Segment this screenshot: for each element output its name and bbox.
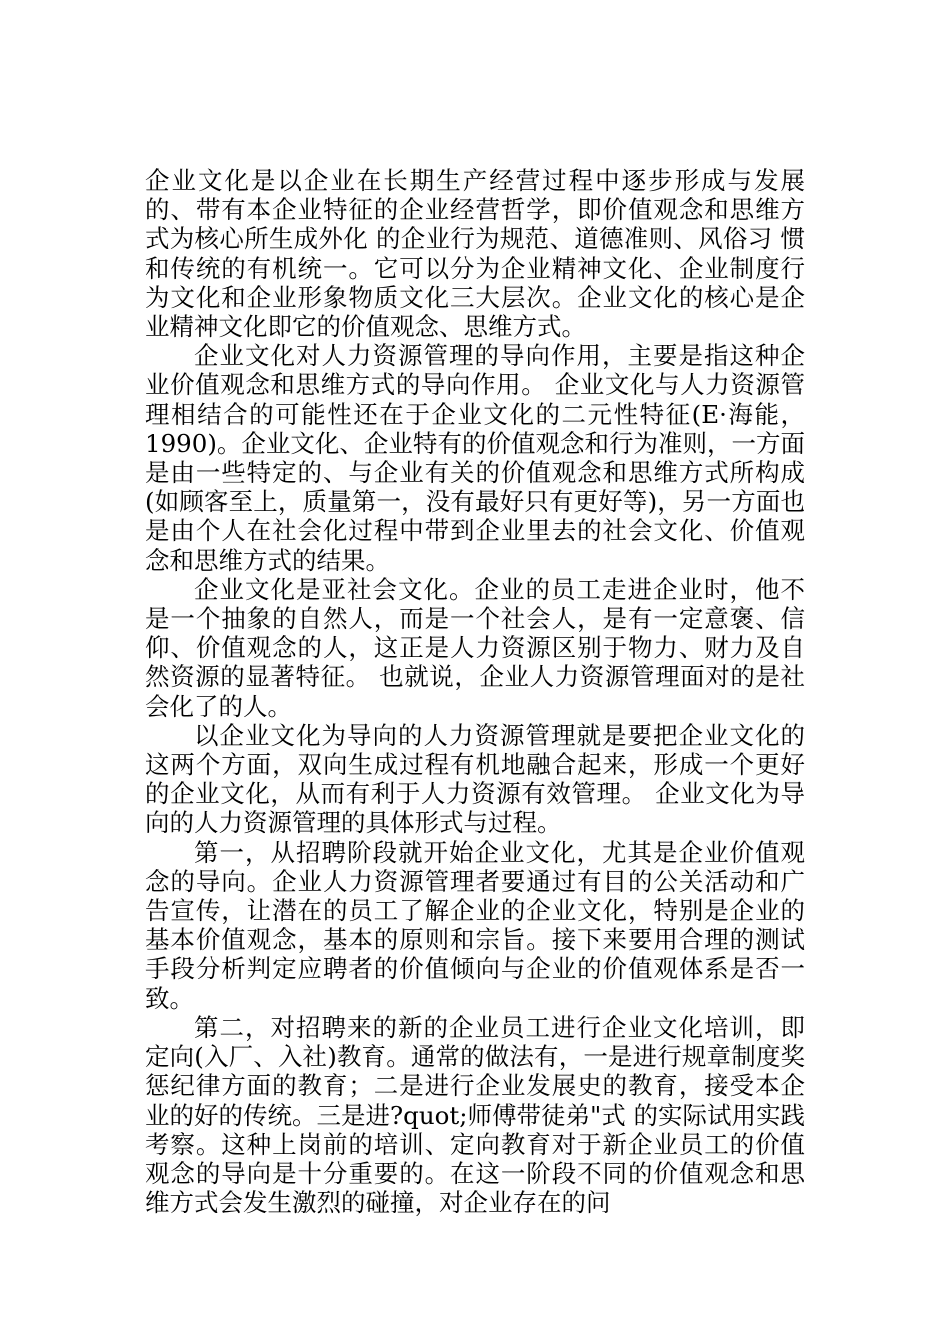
paragraph-guiding-role: 企业文化对人力资源管理的导向作用，主要是指这种企业价值观念和思维方式的导向作用。 企业文化与人力资源管理相结合的可能性还在于企业文化的二元性特征(E·海能，1990)。企业文化、企业特有的价值观念和行为准则，一方面是由一些特定的、与企业有关的价值观念和思维方式所构成(如顾客至上，质量第一，没有最好只有更好等)，另一方面也是由个人在社会化过程中带到企业里去的社会文化、价值观念和思维方式的结果。 [145, 341, 805, 575]
paragraph-first-recruitment: 第一，从招聘阶段就开始企业文化，尤其是企业价值观念的导向。企业人力资源管理者要通过有目的公关活动和广告宣传，让潜在的员工了解企业的企业文化，特别是企业的基本价值观念，基本的原则和宗旨。接下来要用合理的测试手段分析判定应聘者的价值倾向与企业的价值观体系是否一致。 [145, 837, 805, 1013]
paragraph-definition: 企业文化是以企业在长期生产经营过程中逐步形成与发展的、带有本企业特征的企业经营哲学，即价值观念和思维方式为核心所生成外化 的企业行为规范、道德准则、风俗习 惯和传统的有机统一。它可以分为企业精神文化、企业制度行为文化和企业形象物质文化三大层次。企业文化的核心是企业精神文化即它的价值观念、思维方式。 [145, 166, 805, 342]
paragraph-second-training: 第二，对招聘来的新的企业员工进行企业文化培训，即定向(入厂、入社)教育。通常的做法有，一是进行规章制度奖惩纪律方面的教育；二是进行企业发展史的教育，接受本企业的好的传统。三是进?quot;师傅带徒弟"式 的实际试用实践考察。这种上岗前的培训、定向教育对于新企业员工的价值观念的导向是十分重要的。在这一阶段不同的价值观念和思维方式会发生激烈的碰撞，对企业存在的问 [145, 1012, 806, 1218]
paragraph-culture-oriented-hrm: 以企业文化为导向的人力资源管理就是要把企业文化的这两个方面，双向生成过程有机地融合起来，形成一个更好的企业文化，从而有利于人力资源有效管理。 企业文化为导向的人力资源管理的具体形式与过程。 [145, 720, 805, 838]
paragraph-sub-social-culture: 企业文化是亚社会文化。企业的员工走进企业时，他不是一个抽象的自然人，而是一个社会人，是有一定意褒、信仰、价值观念的人，这正是人力资源区别于物力、财力及自然资源的显著特征。 也就说，企业人力资源管理面对的是社会化了的人。 [145, 574, 805, 721]
document-body [145, 166, 805, 1217]
